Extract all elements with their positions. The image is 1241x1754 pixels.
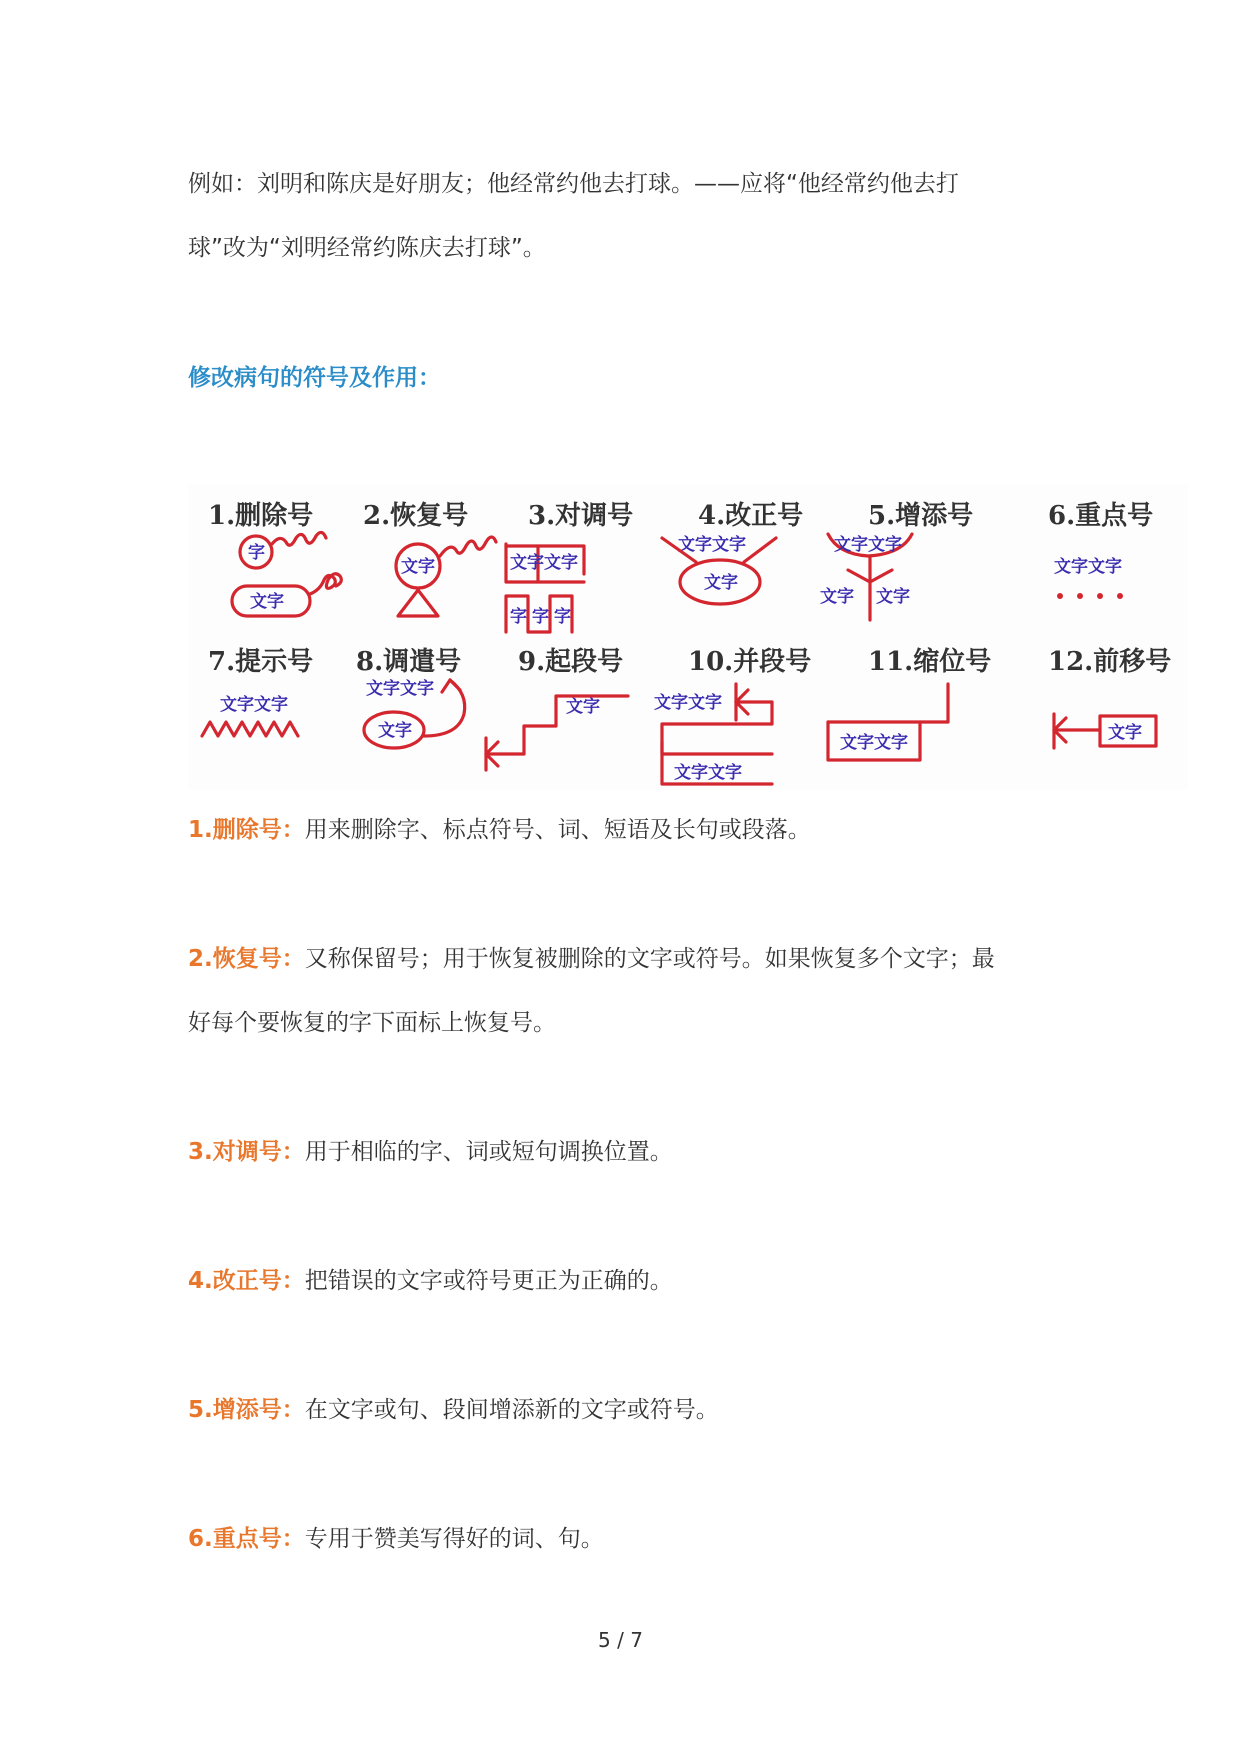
intro-line-1: 例如：刘明和陈庆是好朋友；他经常约他去打球。——应将“他经常约他去打 [188,171,959,197]
move-forward-mark-icon [1054,714,1156,748]
definition-desc: 把错误的文字或符号更正为正确的。 [304,1268,673,1294]
svg-text:文字: 文字 [566,697,600,717]
new-paragraph-mark-icon [486,696,628,770]
svg-text:文字: 文字 [704,573,738,593]
svg-text:文字文字: 文字文字 [674,763,742,783]
definition-desc: 又称保留号；用于恢复被删除的文字或符号。如果恢复多个文字；最 [304,946,995,972]
symbol-label-11: 11.缩位号 [868,647,992,677]
svg-text:文字: 文字 [401,557,435,577]
symbol-label-9: 9.起段号 [518,647,624,677]
section-heading: 修改病句的符号及作用： [188,365,441,391]
symbol-label-3: 3.对调号 [528,501,634,531]
symbol-label-10: 10.并段号 [688,647,812,677]
definition-restore [188,943,1068,975]
definition-restore-cont: 好每个要恢复的字下面标上恢复号。 [188,1010,556,1036]
svg-text:文字: 文字 [876,587,910,607]
svg-text:文字: 文字 [510,553,544,573]
svg-text:文字文字: 文字文字 [220,695,288,715]
move-mark-icon [364,678,465,748]
definition-term: 2.恢复号： [188,946,305,972]
definition-desc: 在文字或句、段间增添新的文字或符号。 [304,1397,719,1423]
delete-mark-icon [232,532,341,616]
definition-term: 5.增添号： [188,1397,305,1423]
svg-text:字: 字 [510,607,527,627]
svg-text:文字文字: 文字文字 [654,693,722,713]
symbol-label-2: 2.恢复号 [363,501,469,531]
intro-line-2: 球”改为“刘明经常约陈庆去打球”。 [188,235,546,261]
svg-text:文字: 文字 [250,592,284,612]
indent-mark-icon [828,684,948,760]
svg-text:文字文字: 文字文字 [366,679,434,699]
definition-desc: 用于相临的字、词或短句调换位置。 [304,1139,673,1165]
hint-mark-icon [202,694,298,736]
definition-term: 6.重点号： [188,1526,305,1552]
merge-paragraph-mark-icon [654,684,772,784]
symbol-label-8: 8.调遣号 [356,647,462,677]
svg-text:文字: 文字 [1108,723,1142,743]
symbols-svg [188,484,1188,790]
definition-term: 4.改正号： [188,1268,305,1294]
definition-desc: 用来删除字、标点符号、词、短语及长句或段落。 [304,817,811,843]
symbol-label-6: 6.重点号 [1048,501,1154,531]
definition-emphasis [188,1523,1068,1555]
definition-insert [188,1394,1068,1426]
definition-term: 3.对调号： [188,1139,305,1165]
definition-delete [188,814,1068,846]
definition-swap [188,1136,1068,1168]
svg-text:字: 字 [248,543,265,563]
emphasis-mark-icon [1054,556,1123,599]
correction-mark-icon [662,534,776,604]
symbol-label-7: 7.提示号 [208,647,314,677]
svg-text:文字文字: 文字文字 [678,535,746,555]
proofreading-symbols-figure [188,484,1188,790]
svg-text:文字: 文字 [544,553,578,573]
definition-term: 1.删除号： [188,817,305,843]
symbol-label-1: 1.删除号 [208,501,314,531]
definition-correction [188,1265,1068,1297]
svg-text:文字: 文字 [378,721,412,741]
symbol-label-5: 5.增添号 [868,501,974,531]
svg-text:文字文字: 文字文字 [840,733,908,753]
svg-text:文字文字: 文字文字 [834,535,902,555]
insert-mark-icon [820,534,912,620]
svg-text:文字: 文字 [820,587,854,607]
symbol-label-4: 4.改正号 [698,501,804,531]
swap-mark-icon [506,544,584,632]
page-number: 5 / 7 [598,1628,643,1652]
svg-text:字: 字 [554,607,571,627]
definition-desc: 专用于赞美写得好的词、句。 [304,1526,604,1552]
symbol-label-12: 12.前移号 [1048,647,1172,677]
svg-text:字: 字 [532,607,549,627]
restore-mark-icon [396,537,496,616]
svg-text:文字文字: 文字文字 [1054,557,1122,577]
